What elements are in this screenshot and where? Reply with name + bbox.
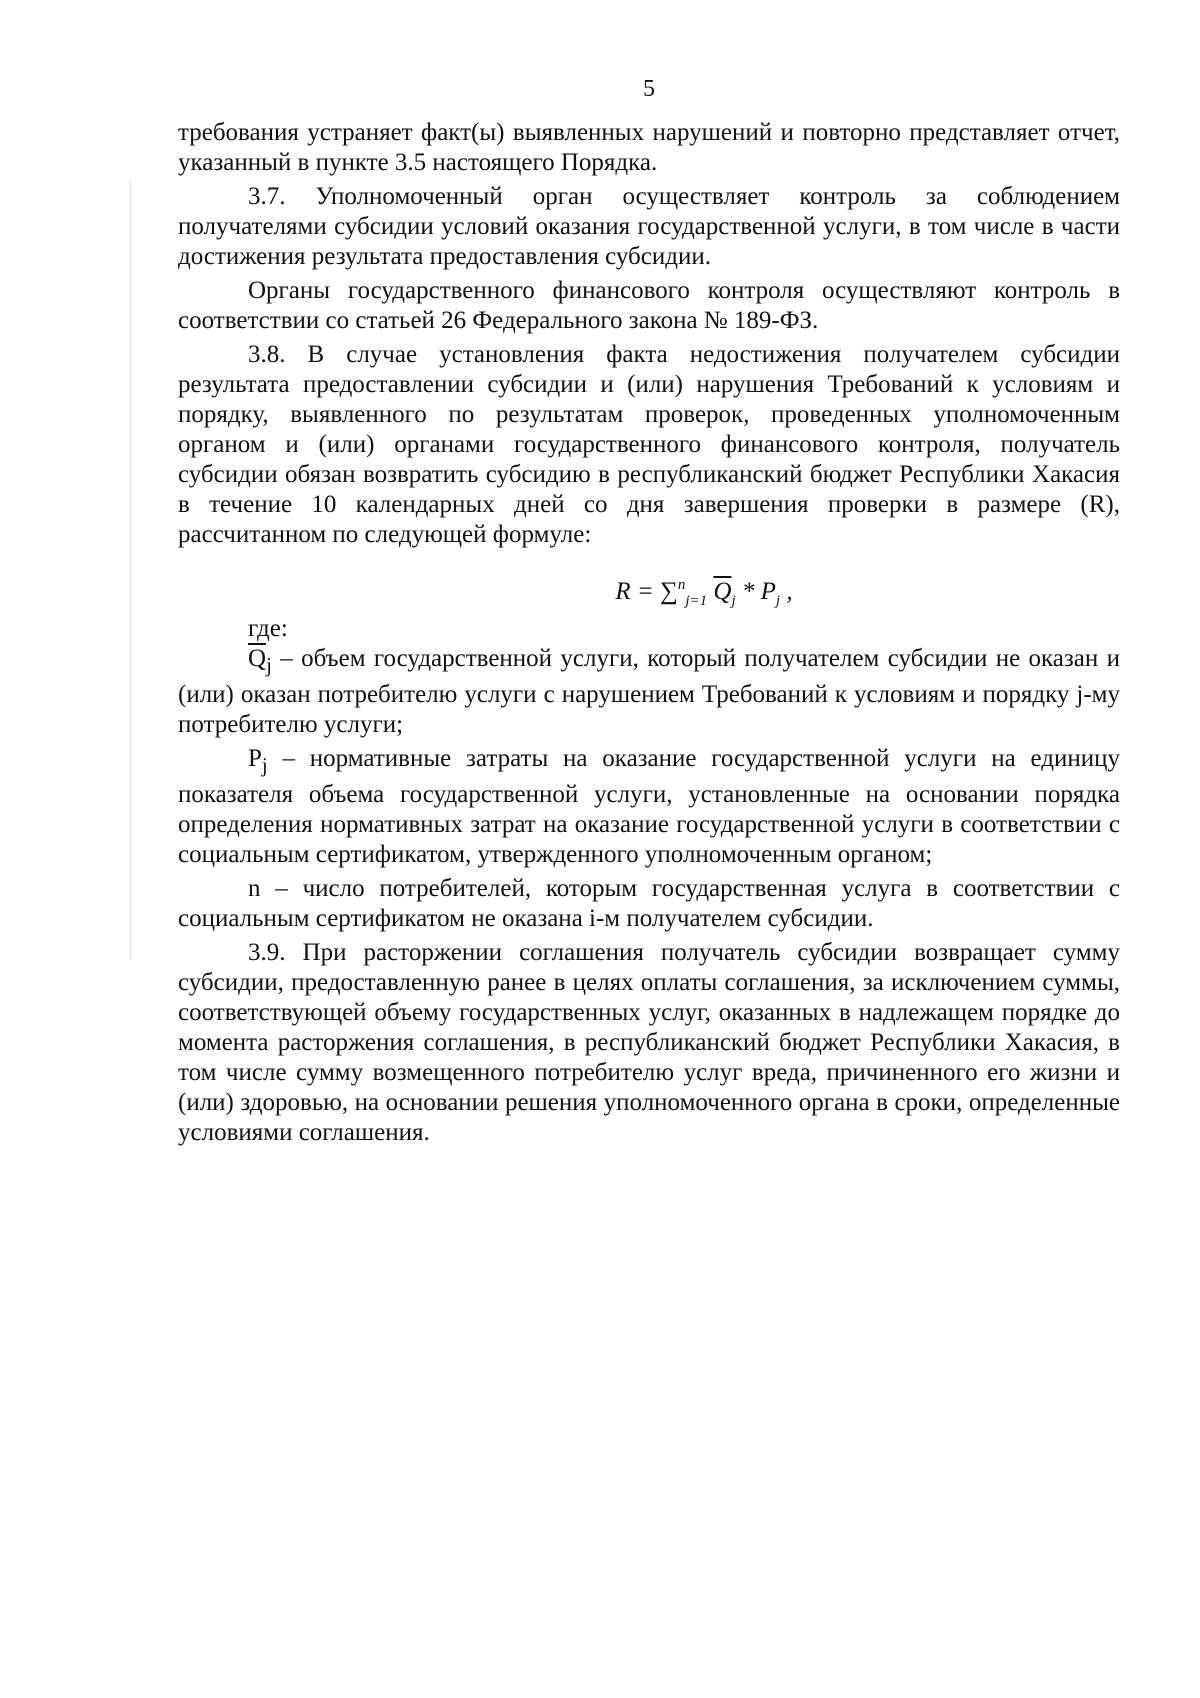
paragraph-3-7: 3.7. Уполномоченный орган осуществляет контроль за соблюдением получателями субсидии условий оказания государственной услуги, в том числе в части достижения результата предоставления субсидии. [178, 183, 1120, 270]
definition-n: n – число потребителей, которым государственная услуга в соответствии с социальным сертификатом не оказана i-м получателем субсидии. [178, 875, 1120, 932]
definition-q-sub: j [266, 653, 272, 677]
paragraph-3-9: 3.9. При расторжении соглашения получатель субсидии возвращает сумму субсидии, предоставленную ранее в целях оплаты соглашения, за исключением суммы, соответствующей объему государственных услуг, оказанных в надлежащем порядке до момента расторжения соглашения, в республиканский бюджет Республики Хакасия, в том числе сумму возмещенного потребителю услуг вреда, причиненного его жизни и (или) здоровью, на основании решения уполномоченного органа в сроки, определенные условиями соглашения. [178, 939, 1120, 1146]
paragraph-continuation: требования устраняет факт(ы) выявленных нарушений и повторно представляет отчет, указанный в пункте 3.5 настоящего Порядка. [178, 119, 1120, 176]
paragraph-control-bodies: Органы государственного финансового контроля осуществляют контроль в соответствии со статьей 26 Федерального закона № 189-ФЗ. [178, 277, 1120, 334]
definition-p-sub: j [261, 753, 268, 777]
formula-tail: , [780, 578, 793, 605]
definition-q-text: – объем государственной услуги, который получателем субсидии не оказан и (или) оказан потребителю услуги с нарушением Требований к условиям и порядку j-му потребителю услуги; [178, 645, 1120, 738]
formula-lhs: R = ∑ [615, 578, 678, 605]
scan-edge-line [130, 180, 131, 960]
formula-q-sub: j [731, 593, 736, 609]
page-number: 5 [643, 76, 655, 102]
formula [178, 570, 1120, 609]
formula-sum-lower: j=1 [685, 593, 708, 609]
where-label: где: [248, 615, 288, 642]
definition-p-text: – нормативные затраты на оказание государственной услуги на единицу показателя объема государственной услуги, установленные на основании порядка определения нормативных затрат на оказание государственной услуги в соответствии с социальным сертификатом, утвержденного уполномоченным органом; [178, 745, 1120, 868]
formula-p-sub: j [775, 593, 781, 609]
definition-q-symbol: $\overline{Q}$ [248, 645, 267, 672]
formula-mult-p: * P [735, 578, 776, 605]
formula-sum-upper: n [677, 577, 686, 593]
definition-p-symbol: P [248, 745, 262, 772]
formula-q: $\overline{Q}$ [713, 578, 732, 605]
definition-q [178, 644, 1120, 740]
definition-p [178, 744, 1120, 870]
paragraph-3-8: 3.8. В случае установления факта недостижения получателем субсидии результата предоставлении субсидии и (или) нарушения Требований к условиям и порядку, выявленного по результатам проверок, проведенных уполномоченным органом и (или) органами государственного финансового контроля, получатель субсидии обязан возвратить субсидию в республиканский бюджет Республики Хакасия в течение 10 календарных дней со дня завершения проверки в размере (R), рассчитанном по следующей формуле: [178, 341, 1120, 548]
